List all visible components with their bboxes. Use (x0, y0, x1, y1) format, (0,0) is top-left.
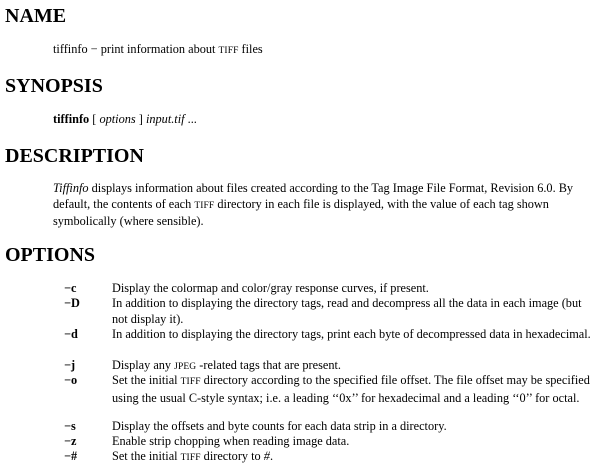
synopsis-input: input.tif (145, 112, 185, 126)
option-description: In addition to displaying the directory tags, print each byte of decompressed data in hexadecimal. (112, 327, 591, 341)
synopsis-close-bracket: ] (138, 112, 143, 126)
option-flag: −z (64, 434, 77, 448)
option-desc-italic: # (263, 449, 270, 463)
option-flag: −j (64, 358, 76, 372)
option-desc-pre: Set the initial (112, 449, 178, 463)
option-flag: −d (64, 327, 78, 341)
option-desc-mid: directory to (203, 449, 261, 463)
description-name: Tiffinfo (53, 181, 89, 195)
synopsis-heading: SYNOPSIS (5, 75, 103, 97)
option-flag: −c (64, 281, 77, 295)
description-paragraph (53, 181, 598, 230)
name-heading: NAME (5, 5, 67, 27)
option-flag: −# (64, 449, 78, 463)
option-description: Enable strip chopping when reading image data. (112, 434, 350, 448)
option-desc-post: directory according to the specified file offset. The file offset may be specified using the usual C-style syntax; i.e. a leading ‘‘0x’’ for hexadecimal and a leading ‘‘0’’ for octal. (112, 373, 590, 405)
name-acronym: TIFF (218, 46, 239, 56)
name-dash: − (90, 42, 98, 56)
option-description (112, 449, 598, 467)
option-description (112, 373, 598, 406)
name-text-after: files (241, 42, 263, 56)
option-desc-end: . (269, 449, 274, 463)
option-desc-pre: Display any (112, 358, 172, 372)
synopsis-paragraph (53, 112, 598, 128)
synopsis-open-bracket: [ (92, 112, 97, 126)
option-description: Display the offsets and byte counts for each data strip in a directory. (112, 419, 447, 433)
option-acronym: JPEG (174, 362, 197, 372)
description-heading: DESCRIPTION (5, 145, 144, 167)
description-acronym: TIFF (194, 200, 215, 211)
name-text-before: print information about (100, 42, 216, 56)
synopsis-options: options (99, 112, 136, 126)
option-desc-pre: Set the initial (112, 373, 178, 387)
synopsis-ellipsis: ... (187, 112, 197, 126)
option-description: Display the colormap and color/gray response curves, if present. (112, 281, 429, 295)
option-acronym: TIFF (180, 453, 201, 463)
option-flag: −D (64, 296, 80, 310)
option-flag: −s (64, 419, 76, 433)
name-command: tiffinfo (53, 42, 88, 56)
options-heading: OPTIONS (5, 244, 96, 266)
option-description: In addition to displaying the directory tags, read and decompress all the data in each image (but not display it). (112, 296, 582, 326)
description-text-1: displays information about files created according to the Tag Image File Format, Revision 6.0. By default, the contents of each (53, 181, 574, 211)
name-paragraph (53, 42, 598, 60)
option-desc-post: -related tags that are present. (199, 358, 341, 372)
description-text-2: directory in each file is displayed, with the value of each tag shown symbolically (where sensible). (53, 196, 549, 228)
synopsis-command: tiffinfo (53, 112, 90, 126)
option-flag: −o (64, 373, 78, 387)
option-acronym: TIFF (180, 377, 201, 387)
